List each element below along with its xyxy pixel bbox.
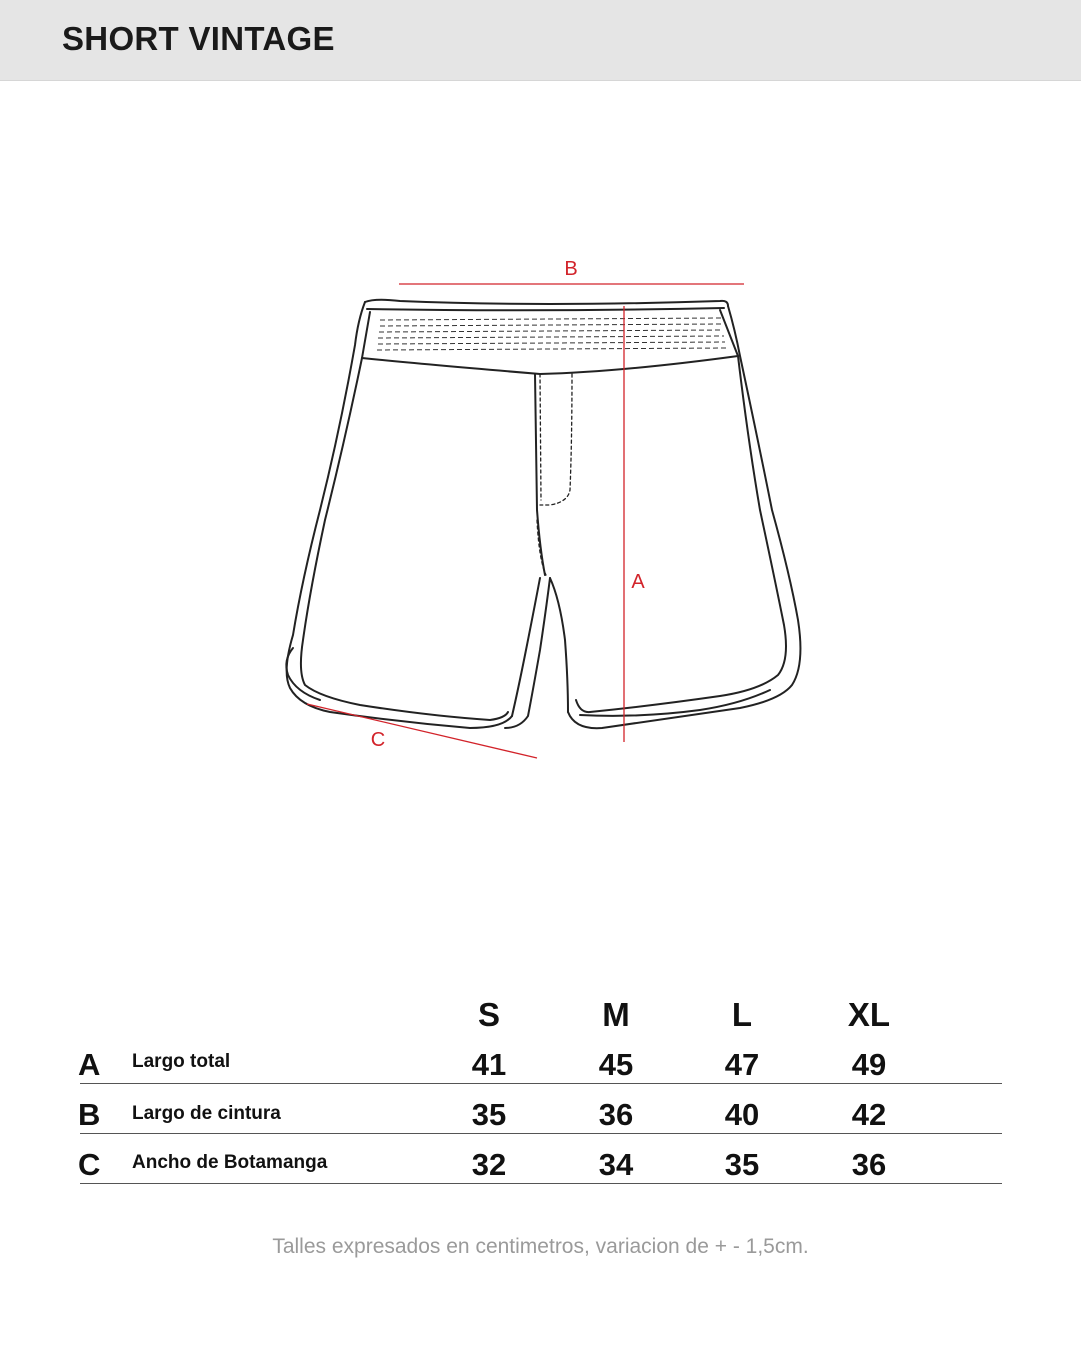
dimension-line-c [307,704,537,758]
table-cell: 32 [471,1147,507,1182]
table-cell: 34 [598,1147,634,1182]
table-cell: 41 [471,1047,507,1082]
row-label: Ancho de Botamanga [132,1152,328,1173]
dimension-label-c: C [370,729,386,751]
waistband-top [365,300,728,306]
dimension-label-a: A [631,571,645,593]
table-cell: 40 [724,1097,760,1132]
right-inner-seam [550,578,568,712]
row-divider [80,1183,1002,1184]
row-divider [80,1133,1002,1134]
row-label: Largo de cintura [132,1103,281,1124]
dimension-label-b: B [564,258,578,280]
table-cell: 36 [851,1147,887,1182]
size-header-s: S [477,996,500,1033]
table-cell: 49 [851,1047,887,1082]
table-cell: 42 [851,1097,887,1132]
table-cell: 35 [724,1147,760,1182]
table-cell: 36 [598,1097,634,1132]
footnote: Talles expresados en centimetros, variacion de + - 1,5cm. [272,1235,809,1258]
row-letter: A [78,1047,101,1082]
table-cell: 45 [598,1047,634,1082]
row-letter: C [78,1147,101,1182]
size-header-l: L [731,996,753,1033]
row-divider [80,1083,1002,1084]
waistband-bottom [362,356,738,374]
right-outer-seam [568,306,800,728]
page-title: SHORT VINTAGE [62,20,335,57]
left-inner-seam [512,578,540,716]
table-cell: 47 [724,1047,760,1082]
table-cell: 35 [471,1097,507,1132]
row-letter: B [78,1097,101,1132]
row-label: Largo total [132,1051,231,1072]
size-header-m: M [602,996,630,1033]
size-header-xl: XL [847,996,891,1033]
waistband-stitching [377,318,726,350]
left-outer-seam [287,302,512,728]
